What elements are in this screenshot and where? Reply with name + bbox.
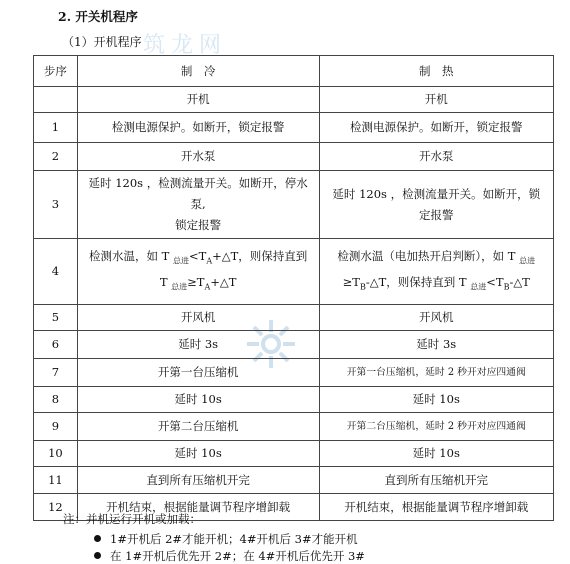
cooling-cell: 开风机: [77, 305, 319, 331]
cooling-cell: 延时 10s: [77, 387, 319, 413]
header-cooling: 制 冷: [77, 56, 319, 87]
list-item: [94, 548, 365, 564]
heating-cell: [319, 171, 553, 239]
table-row: [34, 305, 554, 331]
table-row: [34, 143, 554, 171]
step-cell: 9: [34, 413, 78, 441]
table-row: [34, 441, 554, 467]
table-row: [34, 331, 554, 359]
table-row: [34, 239, 554, 305]
bullet-text: 在 1#开机后优先开 2#；在 4#开机后优先开 3#: [110, 549, 365, 563]
cooling-line: T $_{总进}\ge T_A+\triangle T$: [159, 274, 237, 291]
step-cell: [34, 87, 78, 113]
step-cell: 6: [34, 331, 78, 359]
cooling-cell: 开水泵: [77, 143, 319, 171]
heating-cell: 延时 3s: [319, 331, 553, 359]
heating-line: $\ge T_B-\triangle T$，则保持直到 T $_{总进}<T_B-\triangle T$: [342, 274, 530, 291]
cooling-cell: 开机结束，根据能量调节程序增卸载: [77, 494, 319, 521]
bullet-icon: [94, 535, 101, 542]
startup-procedure-table: [33, 55, 554, 521]
step-cell: 3: [34, 171, 78, 239]
note-text: 注：并机运行开机或加载：: [63, 512, 201, 526]
table-row: [34, 359, 554, 387]
cooling-line: 延时 120s ，检测流量开关。如断开，停水泵,: [88, 176, 308, 211]
cooling-cell: 检测电源保护。如断开，锁定报警: [77, 113, 319, 143]
cooling-cell: 开第一台压缩机: [77, 359, 319, 387]
heating-cell: 延时 10s: [319, 387, 553, 413]
table-row: [34, 171, 554, 239]
cooling-cell: 直到所有压缩机开完: [77, 467, 319, 494]
heating-cell: 开机: [319, 87, 553, 113]
cooling-cell: [77, 239, 319, 305]
heating-cell: 检测电源保护。如断开，锁定报警: [319, 113, 553, 143]
header-heating: 制 热: [319, 56, 553, 87]
step-cell: 4: [34, 239, 78, 305]
cooling-cell: 延时 10s: [77, 441, 319, 467]
cooling-cell: 延时 3s: [77, 331, 319, 359]
table-row: [34, 467, 554, 494]
step-cell: 11: [34, 467, 78, 494]
heating-cell: 延时 10s: [319, 441, 553, 467]
heating-cell: 直到所有压缩机开完: [319, 467, 553, 494]
cooling-cell: 开第二台压缩机: [77, 413, 319, 441]
heating-cell: 开风机: [319, 305, 553, 331]
table-row: [34, 113, 554, 143]
heating-cell: 开机结束，根据能量调节程序增卸载: [319, 494, 553, 521]
table-row: [34, 413, 554, 441]
step-cell: 5: [34, 305, 78, 331]
heating-cell: 开第二台压缩机，延时 2 秒开对应四通阀: [319, 413, 553, 441]
step-cell: 7: [34, 359, 78, 387]
step-cell: 2: [34, 143, 78, 171]
heating-cell: 开第一台压缩机，延时 2 秒开对应四通阀: [319, 359, 553, 387]
bullet-icon: [94, 552, 101, 559]
cooling-cell: 开机: [77, 87, 319, 113]
step-cell: 1: [34, 113, 78, 143]
section-title: 2. 开关机程序: [58, 9, 138, 24]
heating-cell: [319, 239, 553, 305]
heating-line: 延时 120s ，检测流量开关。如断开，锁: [332, 186, 541, 201]
watermark: 筑龙网: [143, 33, 228, 58]
bullet-text: 1#开机后 2#才能开机；4#开机后 3#才能开机: [110, 532, 358, 546]
table-header-row: [34, 56, 554, 87]
step-cell: 8: [34, 387, 78, 413]
heating-line: 定报警: [419, 207, 454, 222]
step-cell: 10: [34, 441, 78, 467]
cooling-cell: [77, 171, 319, 239]
table-row: [34, 387, 554, 413]
subsection-title: （1）开机程序: [62, 35, 142, 49]
heating-cell: 开水泵: [319, 143, 553, 171]
list-item: [94, 531, 358, 547]
step-cell: 12: [34, 494, 78, 521]
table-row: [34, 87, 554, 113]
header-step: 步序: [34, 56, 78, 87]
heating-line: 检测水温（电加热开启判断），如 T $_{总进}$: [337, 249, 536, 266]
cooling-line: 锁定报警: [175, 218, 222, 232]
cooling-line: 检测水温，如 T $_{总进}<T_A+\triangle T$，则保持直到: [89, 249, 308, 266]
